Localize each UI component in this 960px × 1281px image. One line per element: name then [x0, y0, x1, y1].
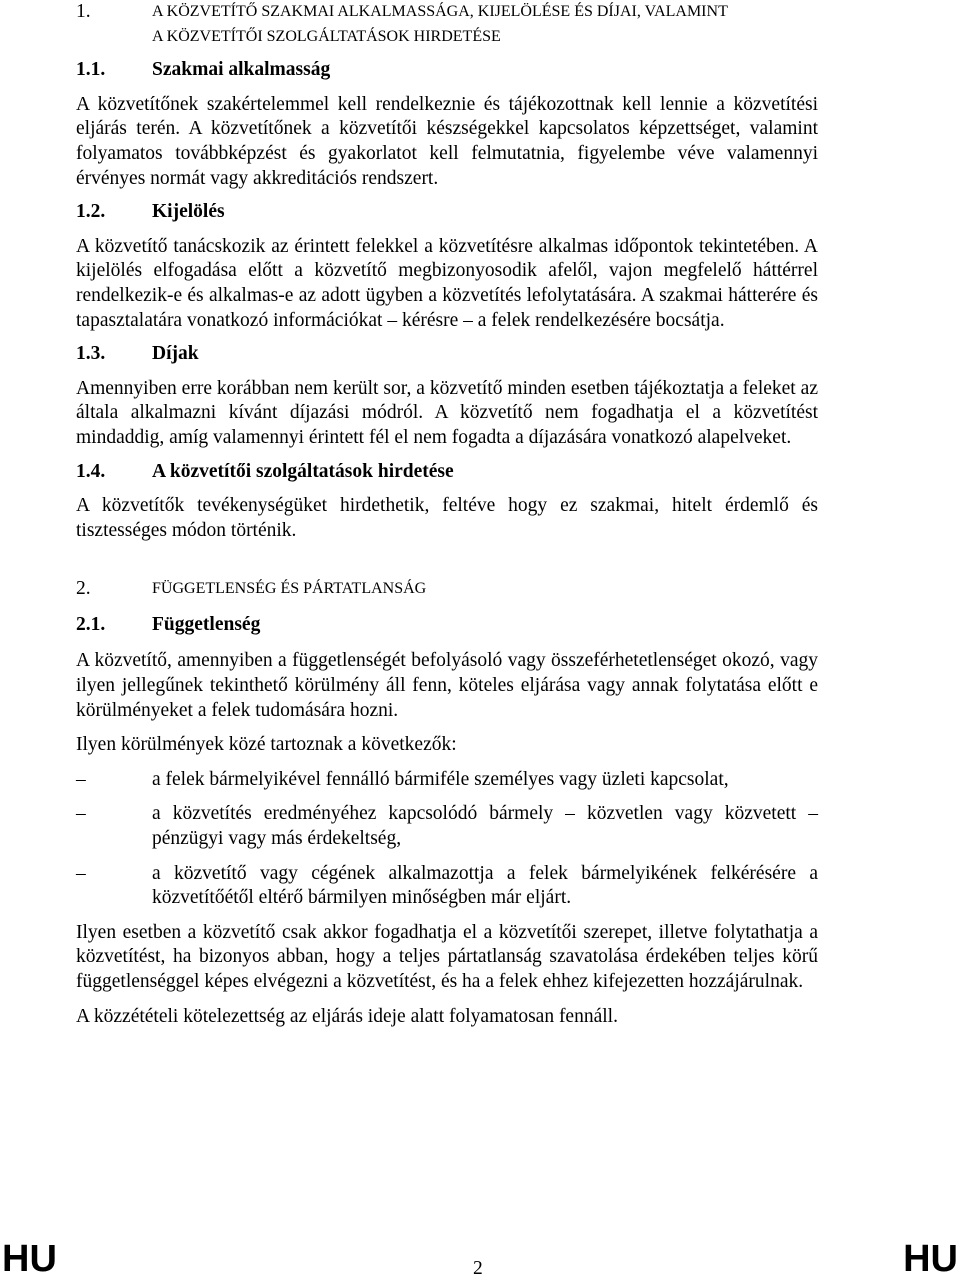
- subsection-2-1-title: Függetlenség: [152, 613, 261, 635]
- list-item-text: a közvetítő vagy cégének alkalmazottja a felek bármelyikének felkérésére a közvetítőétől eltérő bármilyen minőségben már eljárt.: [152, 862, 818, 909]
- list-dash: –: [76, 803, 86, 825]
- list-item: [76, 862, 818, 911]
- subsection-1-3-title: Díjak: [152, 343, 199, 365]
- list-item-text: a közvetítés eredményéhez kapcsolódó bármely – közvetlen vagy közvetett – pénzügyi vagy más érdekeltség,: [152, 803, 818, 850]
- subsection-1-2-text: A közvetítő tanácskozik az érintett felekkel a közvetítésre alkalmas időpontok tekintetében. A kijelölés elfogadása előtt a közvetítő megbizonyosodik afelől, vajon megfelelő háttérrel rendelkezik-e és alkalmas-e az adott ügyben a közvetítés lefolytatására. A szakmai hátterére és tapasztalatára vonatkozó információkat – kérésre – a felek rendelkezésére bocsátja.: [76, 235, 818, 331]
- subsection-1-1-number: 1.1.: [76, 59, 106, 81]
- subsection-1-1-title: Szakmai alkalmasság: [152, 59, 331, 81]
- subsection-1-4-number: 1.4.: [76, 460, 106, 482]
- subsection-1-2-heading: [76, 200, 818, 225]
- footer-country-code-left: HU: [2, 1238, 57, 1280]
- subsection-1-2-title: Kijelölés: [152, 201, 225, 223]
- subsection-2-1-number: 2.1.: [76, 613, 106, 635]
- section-2-number: 2.: [76, 578, 91, 600]
- subsection-2-1-text-2: Ilyen esetben a közvetítő csak akkor fogadhatja el a közvetítői szerepet, illetve folytathatja a közvetítést, ha bizonyos abban, hogy a teljes pártatlanság szavatolása érdekében teljes körű függetlenséggel képes elvégezni a közvetítést, és ha a felek ehhez kifejezetten hozzájárulnak.: [76, 921, 818, 992]
- list-item-text: a felek bármelyikével fennálló bármiféle személyes vagy üzleti kapcsolat,: [152, 768, 729, 790]
- document-body: [76, 0, 818, 1029]
- subsection-1-1-text: A közvetítőnek szakértelemmel kell rendelkeznie és tájékozottnak kell lennie a közvetítési eljárás terén. A közvetítőnek a közvetítői készségekkel kapcsolatos képzettséget, valamint folyamatos továbbképzést és gyakorlatot kell felmutatnia, figyelembe véve valamennyi érvényes normát vagy akkreditációs rendszert.: [76, 93, 818, 189]
- subsection-1-3-number: 1.3.: [76, 343, 106, 365]
- subsection-2-1-text-3: A közzétételi kötelezettség az eljárás ideje alatt folyamatosan fennáll.: [76, 1005, 618, 1027]
- section-1-number: 1.: [76, 1, 91, 22]
- subsection-1-3-text: Amennyiben erre korábban nem került sor, a közvetítő minden esetben tájékoztatja a feleket az általa alkalmazni kívánt díjazási módról. A közvetítő nem fogadhatja el a közvetítést mindaddig, amíg valamennyi érintett fél el nem fogadta a díjazására vonatkozó alapelveket.: [76, 377, 818, 448]
- section-1-heading: [76, 0, 818, 49]
- subsection-1-1-heading: [76, 58, 818, 83]
- subsection-1-4-text: A közvetítők tevékenységüket hirdethetik, feltéve hogy ez szakmai, hitelt érdemlő és tisztességes módon történik.: [76, 495, 818, 541]
- section-2-heading: [76, 577, 818, 602]
- section-2-title: FÜGGETLENSÉG ÉS PÁRTATLANSÁG: [152, 580, 427, 598]
- page-number: 2: [473, 1258, 483, 1279]
- section-1-title-line-2: A KÖZVETÍTŐI SZOLGÁLTATÁSOK HIRDETÉSE: [152, 27, 501, 45]
- subsection-2-1-heading: [76, 613, 818, 638]
- list-dash: –: [76, 862, 86, 884]
- subsection-1-4-heading: [76, 460, 818, 485]
- section-1-title-line-1: A KÖZVETÍTŐ SZAKMAI ALKALMASSÁGA, KIJELÖLÉSE ÉS DÍJAI, VALAMINT: [152, 3, 728, 20]
- footer-country-code-right: HU: [903, 1238, 958, 1280]
- subsection-1-3-heading: [76, 342, 818, 367]
- list-intro: Ilyen körülmények közé tartoznak a következők:: [76, 734, 457, 756]
- list-dash: –: [76, 768, 86, 790]
- subsection-2-1-text: A közvetítő, amennyiben a függetlenségét befolyásoló vagy összeférhetetlenséget okozó, vagy ilyen jellegűnek tekinthető körülmény áll fenn, köteles eljárása vagy annak folytatása előtt e körülményeket a felek tudomására hozni.: [76, 650, 818, 721]
- list-item: [76, 768, 818, 793]
- list-item: [76, 802, 818, 851]
- subsection-1-4-title: A közvetítői szolgáltatások hirdetése: [152, 460, 454, 482]
- subsection-1-2-number: 1.2.: [76, 201, 106, 223]
